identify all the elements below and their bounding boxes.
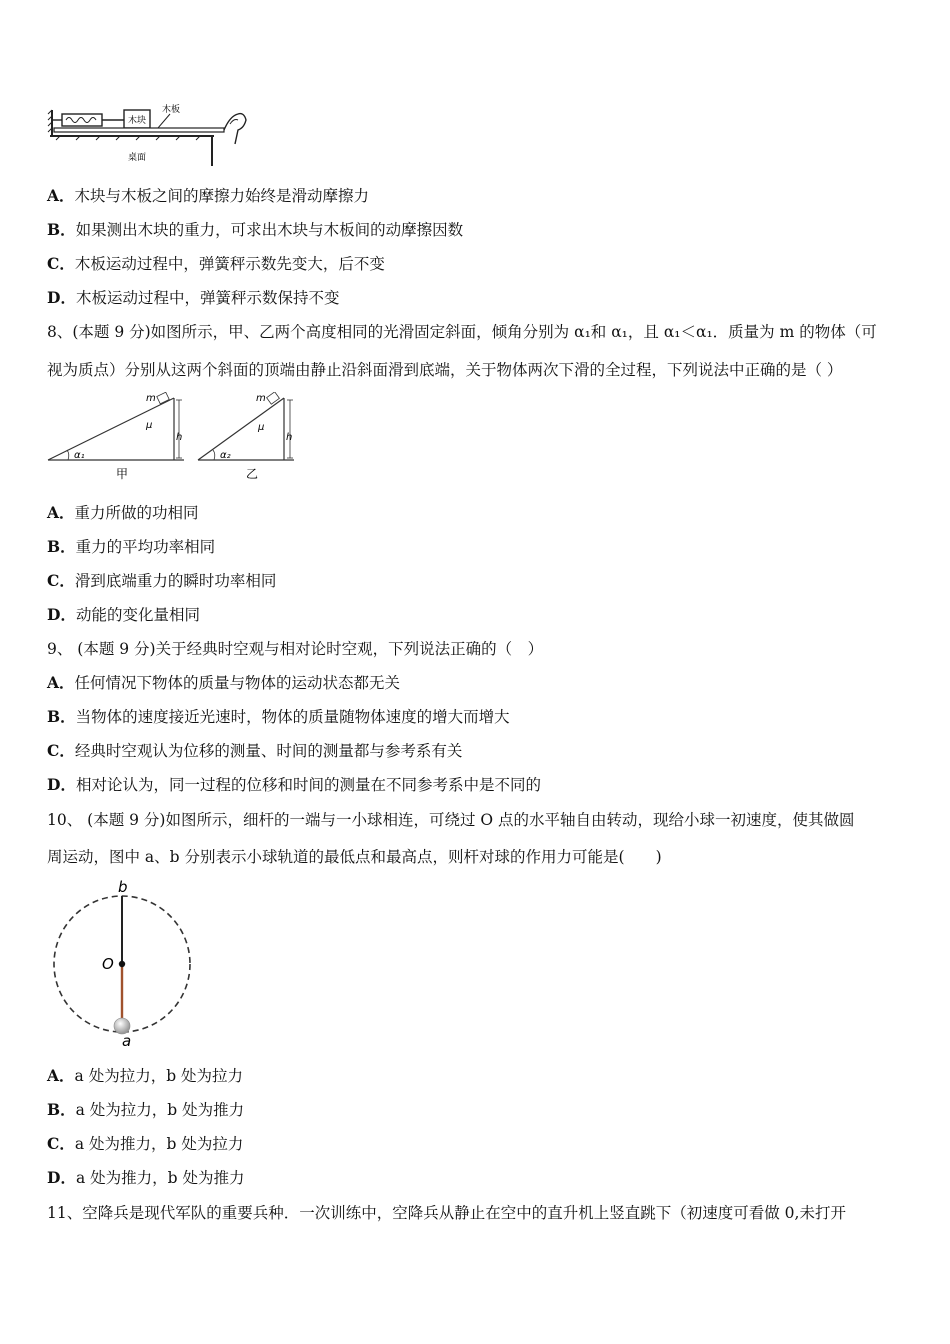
q8-option-d: D．动能的变化量相同: [47, 605, 200, 624]
q10-option-b: B．a 处为拉力，b 处为推力: [47, 1100, 245, 1119]
q10-stem-line1: 10、 (本题 9 分)如图所示，细杆的一端与一小球相连，可绕过 O 点的水平轴自由转动，现给小球一初速度，使其做圆: [47, 811, 855, 829]
height-label-jia: h: [176, 432, 183, 443]
mu-label-yi: μ: [258, 422, 265, 433]
q9-option-b: B．当物体的速度接近光速时，物体的质量随物体速度的增大而增大: [47, 707, 510, 726]
height-label-yi: h: [286, 432, 293, 443]
q9-option-d: D．相对论认为，同一过程的位移和时间的测量在不同参考系中是不同的: [47, 775, 541, 794]
top-point-label: b: [118, 878, 128, 896]
inclines-figure: [46, 392, 316, 484]
spring-block-board-figure: [46, 100, 251, 170]
angle-label-jia: α₁: [74, 450, 85, 461]
q7-option-c: C．木板运动过程中，弹簧秤示数先变大，后不变: [47, 254, 385, 273]
q8-option-b: B．重力的平均功率相同: [47, 537, 216, 556]
caption-yi: 乙: [246, 467, 259, 481]
q10-option-c: C．a 处为推力，b 处为拉力: [47, 1134, 244, 1153]
q11-stem-line1: 11、空降兵是现代军队的重要兵种．一次训练中，空降兵从静止在空中的直升机上竖直跳下（初速度可看做 0,未打开: [47, 1204, 846, 1222]
q7-option-d: D．木板运动过程中，弹簧秤示数保持不变: [47, 288, 340, 307]
board-label: 木板: [162, 105, 181, 115]
mu-label-jia: μ: [146, 420, 153, 431]
angle-label-yi: α₂: [220, 450, 231, 461]
q8-option-c: C．滑到底端重力的瞬时功率相同: [47, 571, 277, 590]
mass-label-jia: m: [146, 393, 156, 404]
q10-option-a: A．a 处为拉力，b 处为拉力: [47, 1066, 244, 1085]
rod-ball-circle-figure: [50, 876, 200, 1048]
q9-option-a: A．任何情况下物体的质量与物体的运动状态都无关: [47, 673, 401, 692]
q7-option-b: B．如果测出木块的重力，可求出木块与木板间的动摩擦因数: [47, 220, 464, 239]
q8-stem-line1: 8、(本题 9 分)如图所示，甲、乙两个高度相同的光滑固定斜面，倾角分别为 α₁和 α₁，且 α₁＜α₁．质量为 m 的物体（可: [47, 323, 877, 341]
caption-jia: 甲: [116, 467, 129, 481]
q9-option-c: C．经典时空观认为位移的测量、时间的测量都与参考系有关: [47, 741, 463, 760]
table-label: 桌面: [128, 153, 147, 163]
q8-option-a: A．重力所做的功相同: [47, 503, 199, 522]
q7-option-a: A．木块与木板之间的摩擦力始终是滑动摩擦力: [47, 186, 370, 205]
q8-stem-line2: 视为质点）分别从这两个斜面的顶端由静止沿斜面滑到底端，关于物体两次下滑的全过程，下列说法中正确的是（ ）: [47, 361, 843, 379]
bottom-point-label: a: [122, 1032, 132, 1048]
center-label: O: [102, 955, 114, 973]
q9-stem: 9、 (本题 9 分)关于经典时空观与相对论时空观，下列说法正确的（ ）: [47, 640, 544, 658]
block-label: 木块: [127, 116, 147, 126]
q10-stem-line2: 周运动，图中 a、b 分别表示小球轨道的最低点和最高点，则杆对球的作用力可能是( ): [47, 848, 662, 866]
q10-option-d: D．a 处为推力，b 处为推力: [47, 1168, 245, 1187]
mass-label-yi: m: [256, 393, 266, 404]
